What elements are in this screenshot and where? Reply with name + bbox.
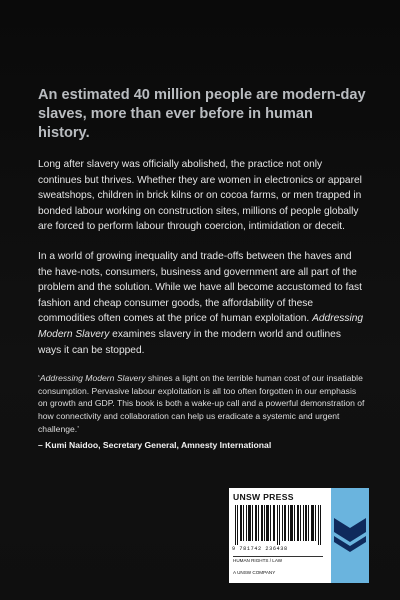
quote-body: shines a light on the terrible human cost of our insatiable consumption. Pervasive labour exploitation is all too often forgotten in our emphasis on growth and GDP. This book is both a wake-up call and a powerful demonstration of how connectivity and collaboration can help us eradicate a systemic and urgent challenge.’ (38, 373, 365, 434)
paragraph-2-part2: examines slavery in the modern world and outlines ways it can be stopped. (38, 328, 341, 356)
barcode (233, 505, 325, 545)
paragraph-2 (38, 249, 366, 358)
company-label: A UNSW COMPANY (233, 570, 276, 575)
chevron-logo-icon (334, 518, 366, 552)
book-title-reference: Addressing Modern Slavery (38, 313, 364, 340)
endorsement-quote (38, 372, 366, 435)
publisher-name: UNSW PRESS (233, 492, 294, 502)
paragraph-1: Long after slavery was officially abolished, the practice not only continues but thrives. Whether they are women in electronics or apparel sweatshops, children in brick kilns or on cocoa farms, or men trapped in bonded labour working on construction sites, millions of people globally are forced to perform labour through coercion, intimidation or deceit. (38, 159, 362, 233)
quote-book-title: Addressing Modern Slavery (39, 373, 146, 384)
category-label: HUMAN RIGHTS / LAW (233, 556, 323, 563)
quote-attribution: – Kumi Naidoo, Secretary General, Amnesty International (38, 440, 272, 451)
isbn-digits: 9 781742 236438 (232, 546, 288, 552)
paragraph-2-part1: In a world of growing inequality and trade-offs between the haves and the have-nots, consumers, business and government are all part of the problem and the solution. While we have all become accustomed to fast fashion and cheap consumer goods, the affordability of these commodities often comes at the price of human exploitation. (38, 250, 362, 325)
unsw-press-logo (331, 488, 369, 583)
barcode-panel (229, 488, 369, 583)
headline: An estimated 40 million people are modern-day slaves, more than ever before in human history. (38, 87, 366, 141)
cover-text-block (38, 86, 366, 452)
quote-open-mark: ‘ (38, 373, 40, 384)
